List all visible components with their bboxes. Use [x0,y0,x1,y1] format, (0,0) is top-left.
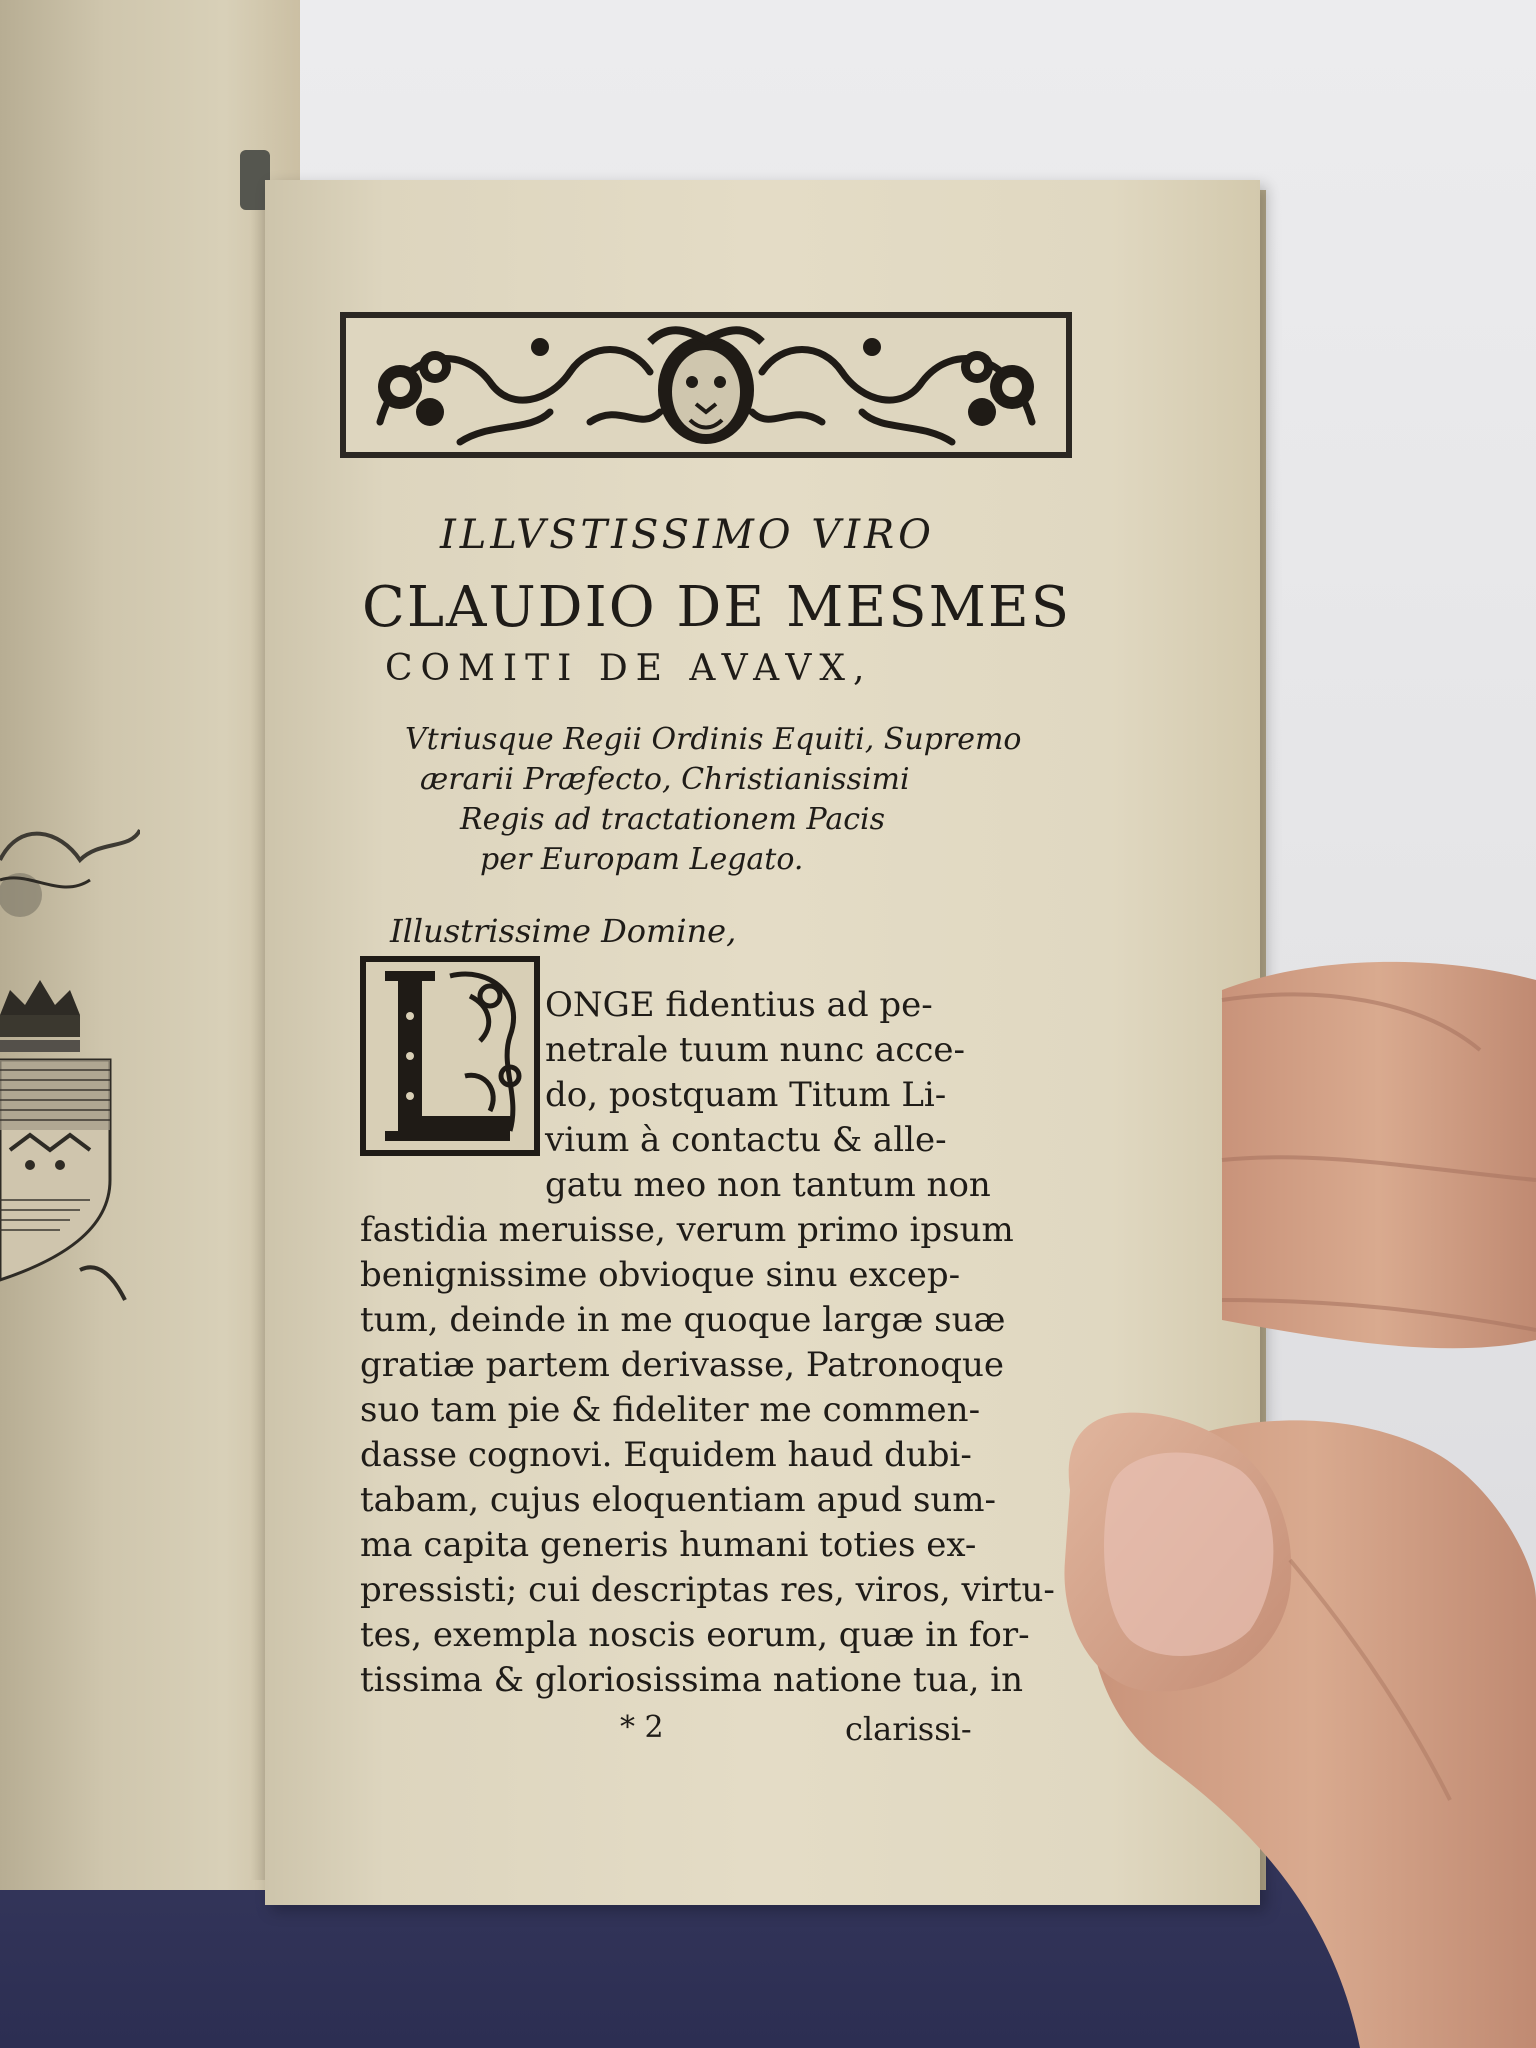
body-line: ONGE fidentius ad pe- [545,985,933,1025]
body-line: dasse cognovi. Equidem haud dubi- [360,1435,972,1475]
body-line: tabam, cujus eloquentiam apud sum- [360,1480,997,1520]
body-line: gratiæ partem derivasse, Patronoque [360,1345,1004,1385]
body-line: vium à contactu & alle- [545,1120,947,1160]
body-line: tissima & gloriosissima natione tua, in [360,1660,1024,1700]
subtitle-line-3: Regis ad tractationem Pacis [460,802,886,837]
body-line: suo tam pie & fideliter me commen- [360,1390,981,1430]
catchword: clarissi- [845,1710,972,1748]
subtitle-line-1: Vtriusque Regii Ordinis Equiti, Supremo [405,722,1022,757]
body-line: tum, deinde in me quoque largæ suæ [360,1300,1006,1340]
subtitle-line-4: per Europam Legato. [480,842,804,877]
title-line-2: CLAUDIO DE MESMES [362,575,1072,640]
body-line: tes, exempla noscis eorum, quæ in for- [360,1615,1030,1655]
salutation: Illustrissime Domine, [390,912,737,950]
body-line: ma capita generis humani toties ex- [360,1525,977,1565]
title-line-1: ILLVSTISSIMO VIRO [440,512,935,558]
body-line: gatu meo non tantum non [545,1165,991,1205]
body-line: benignissime obvioque sinu excep- [360,1255,961,1295]
title-line-3: COMITI DE AVAVX, [385,648,873,689]
subtitle-line-2: ærarii Præfecto, Christianissimi [420,762,910,797]
body-line: pressisti; cui descriptas res, viros, virtu- [360,1570,1055,1610]
body-line: fastidia meruisse, verum primo ipsum [360,1210,1014,1250]
body-line: do, postquam Titum Li- [545,1075,947,1115]
signature-mark: * 2 [620,1710,664,1745]
body-line: netrale tuum nunc acce- [545,1030,966,1070]
